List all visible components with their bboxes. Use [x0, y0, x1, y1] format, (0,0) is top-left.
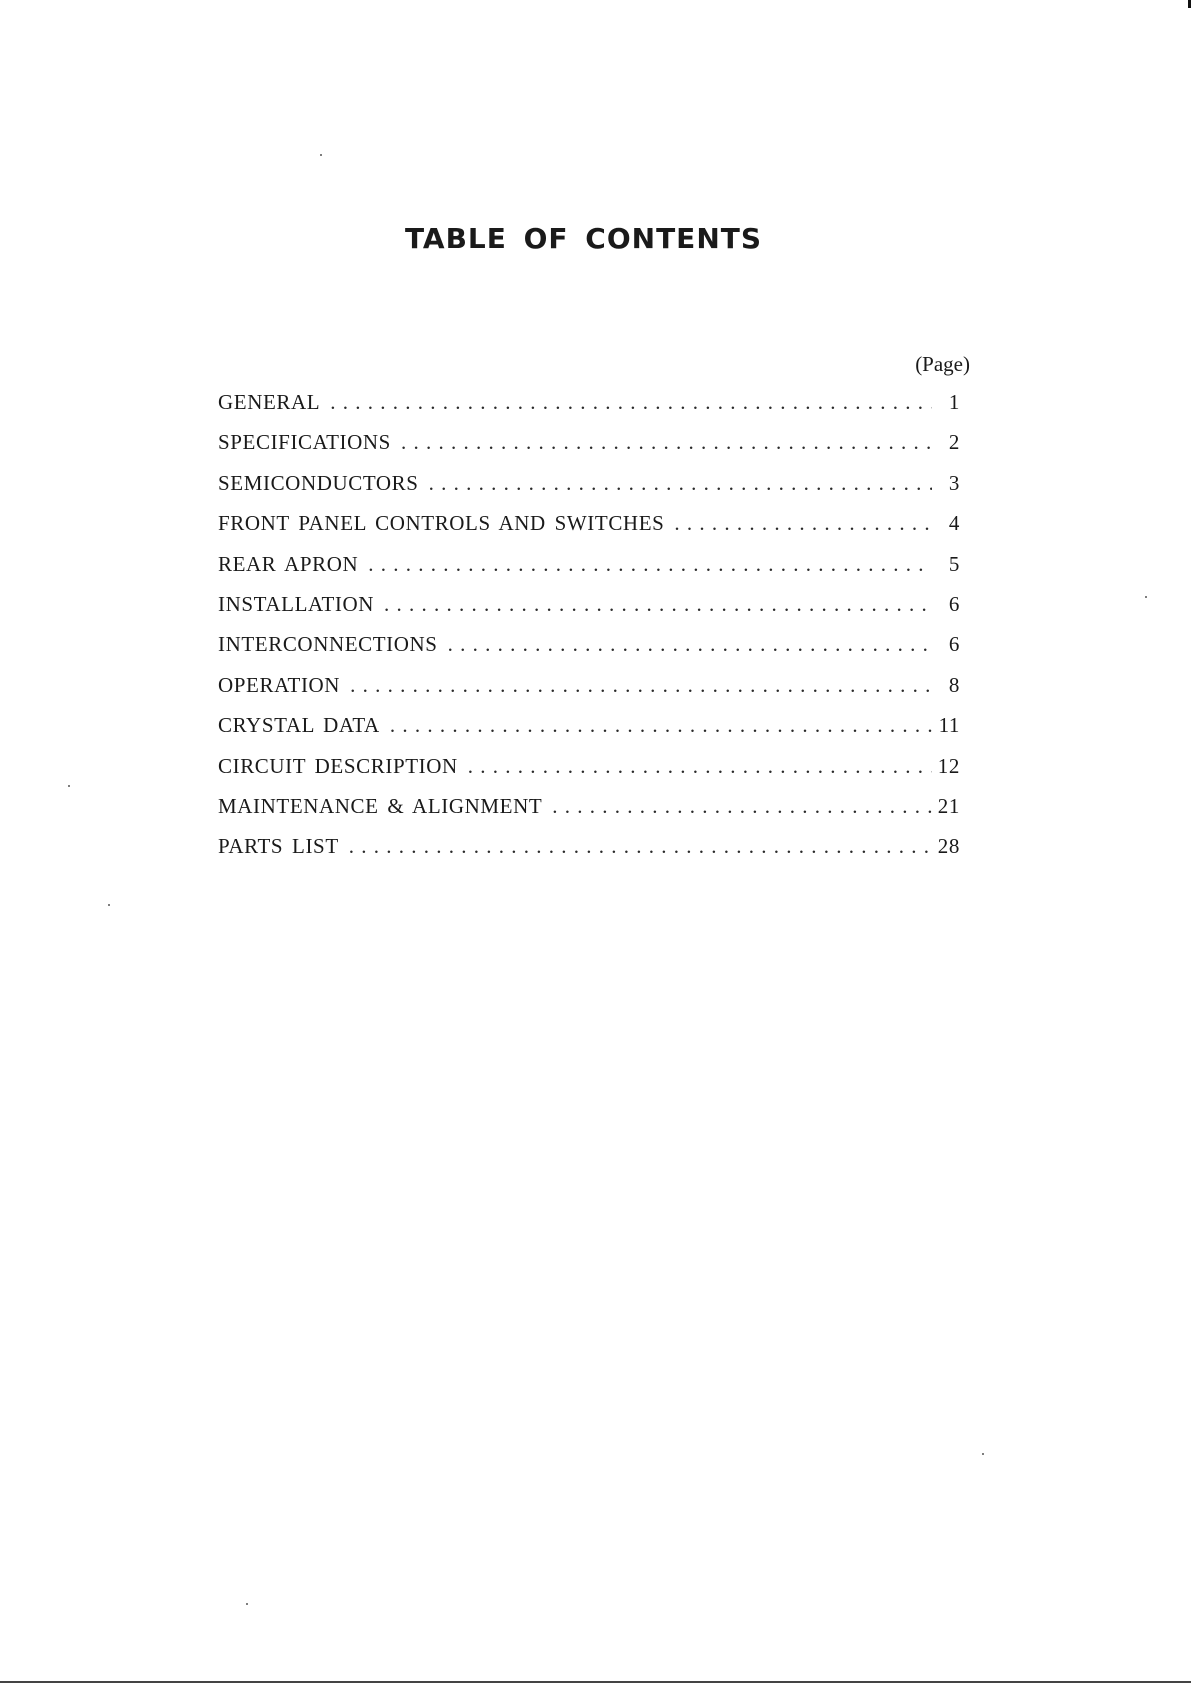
toc-entry-page: 4: [948, 511, 960, 536]
scan-speck: [246, 1603, 248, 1605]
page-column-label: (Page): [915, 352, 970, 376]
toc-entry-page: 21: [937, 793, 960, 818]
toc-entry-label: MAINTENANCE & ALIGNMENT: [218, 793, 543, 818]
toc-entry-label: REAR APRON: [218, 551, 359, 576]
toc-entry: [218, 632, 960, 672]
table-of-contents: [218, 390, 960, 875]
scan-speck: [108, 904, 110, 906]
toc-entry-label: GENERAL: [218, 390, 321, 414]
toc-entry-page: 5: [948, 551, 960, 576]
toc-entry-label: SEMICONDUCTORS: [218, 470, 419, 495]
toc-entry-label: INTERCONNECTIONS: [218, 632, 438, 657]
toc-entry-label: INSTALLATION: [218, 591, 374, 616]
toc-entry-label: PARTS LIST: [218, 834, 339, 859]
toc-entry-page: 3: [948, 470, 960, 495]
toc-leader-dots: [552, 794, 932, 819]
scan-speck: [1145, 596, 1147, 598]
toc-entry: [218, 390, 960, 430]
toc-entry-label: OPERATION: [218, 672, 341, 697]
toc-entry: [218, 471, 960, 511]
toc-entry: [218, 834, 960, 874]
toc-leader-dots: [384, 592, 932, 617]
toc-entry-page: 1: [948, 390, 960, 414]
toc-entry-page: 6: [948, 632, 960, 657]
toc-entry: [218, 713, 960, 753]
toc-leader-dots: [390, 713, 932, 738]
toc-entry-page: 28: [937, 834, 960, 859]
toc-entry-label: CRYSTAL DATA: [218, 713, 380, 738]
toc-entry-page: 8: [948, 672, 960, 697]
toc-entry-page: 6: [948, 591, 960, 616]
toc-entry-page: 12: [937, 753, 960, 778]
toc-entry-page: 2: [948, 430, 960, 455]
toc-entry: [218, 511, 960, 551]
toc-leader-dots: [368, 552, 932, 577]
toc-leader-dots: [429, 471, 932, 496]
toc-leader-dots: [350, 673, 932, 698]
toc-entry-page: 11: [938, 713, 960, 738]
toc-entry: [218, 552, 960, 592]
toc-leader-dots: [401, 430, 932, 455]
toc-entry: [218, 430, 960, 470]
toc-entry-label: FRONT PANEL CONTROLS AND SWITCHES: [218, 511, 665, 536]
toc-entry: [218, 592, 960, 632]
toc-leader-dots: [674, 511, 932, 536]
page-title: TABLE OF CONTENTS: [404, 222, 763, 255]
toc-leader-dots: [468, 754, 932, 779]
toc-entry-label: SPECIFICATIONS: [218, 430, 391, 455]
toc-entry: [218, 754, 960, 794]
scan-speck: [982, 1453, 984, 1455]
scan-speck: [320, 154, 322, 156]
toc-leader-dots: [330, 390, 932, 415]
toc-leader-dots: [448, 632, 932, 657]
toc-entry: [218, 673, 960, 713]
toc-entry-label: CIRCUIT DESCRIPTION: [218, 753, 458, 778]
scan-speck: [68, 785, 70, 787]
toc-entry: [218, 794, 960, 834]
toc-leader-dots: [349, 834, 932, 859]
